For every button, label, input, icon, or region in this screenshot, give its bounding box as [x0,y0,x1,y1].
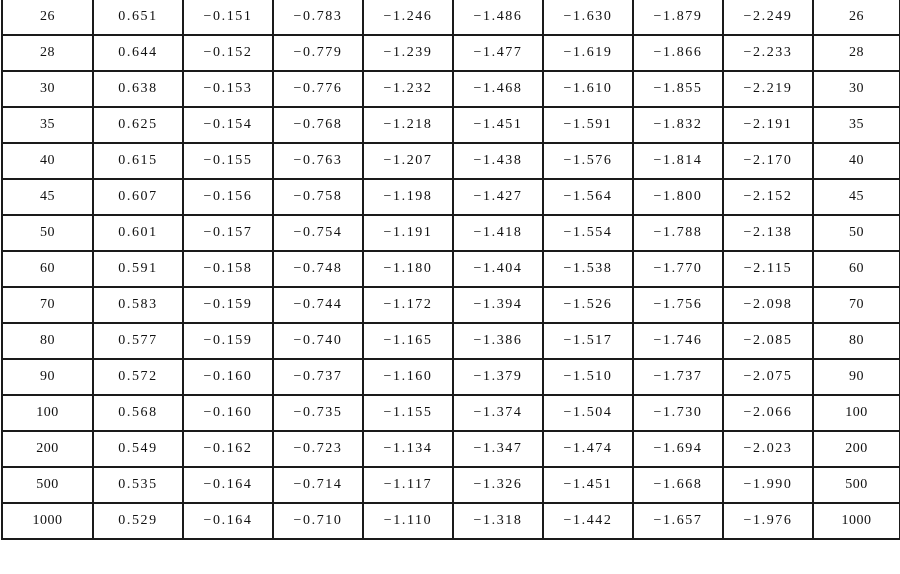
value-cell: −1.788 [633,215,723,251]
table-row [2,323,900,359]
table-row [2,35,900,71]
sample-size-cell-right: 1000 [813,503,900,539]
value-cell: −0.154 [183,107,273,143]
sample-size-cell-right: 60 [813,251,900,287]
value-cell: 0.583 [93,287,183,323]
value-cell: 0.572 [93,359,183,395]
value-cell: −1.246 [363,0,453,35]
value-cell: −2.152 [723,179,813,215]
sample-size-cell-right: 80 [813,323,900,359]
table-row [2,251,900,287]
value-cell: −1.855 [633,71,723,107]
value-cell: −1.379 [453,359,543,395]
value-cell: −0.744 [273,287,363,323]
value-cell: −1.165 [363,323,453,359]
value-cell: −2.023 [723,431,813,467]
value-cell: −0.155 [183,143,273,179]
table-row [2,179,900,215]
value-cell: −2.249 [723,0,813,35]
sample-size-cell-right: 100 [813,395,900,431]
sample-size-cell: 60 [2,251,93,287]
value-cell: −0.164 [183,503,273,539]
value-cell: −1.172 [363,287,453,323]
value-cell: −2.066 [723,395,813,431]
sample-size-cell: 500 [2,467,93,503]
value-cell: −2.138 [723,215,813,251]
sample-size-cell: 40 [2,143,93,179]
value-cell: −1.110 [363,503,453,539]
value-cell: −0.153 [183,71,273,107]
value-cell: −2.115 [723,251,813,287]
value-cell: −0.748 [273,251,363,287]
value-cell: −1.232 [363,71,453,107]
value-cell: −1.746 [633,323,723,359]
value-cell: −1.117 [363,467,453,503]
value-cell: −0.735 [273,395,363,431]
value-cell: −1.866 [633,35,723,71]
value-cell: −1.564 [543,179,633,215]
value-cell: 0.577 [93,323,183,359]
value-cell: 0.644 [93,35,183,71]
value-cell: −1.160 [363,359,453,395]
value-cell: 0.615 [93,143,183,179]
value-cell: −0.754 [273,215,363,251]
value-cell: −1.326 [453,467,543,503]
value-cell: −1.538 [543,251,633,287]
table-row [2,0,900,35]
value-cell: −1.668 [633,467,723,503]
value-cell: −1.404 [453,251,543,287]
value-cell: 0.549 [93,431,183,467]
value-cell: −1.180 [363,251,453,287]
table-row [2,359,900,395]
value-cell: −1.619 [543,35,633,71]
sample-size-cell-right: 28 [813,35,900,71]
table-row [2,215,900,251]
value-cell: −1.198 [363,179,453,215]
value-cell: −1.630 [543,0,633,35]
value-cell: −1.318 [453,503,543,539]
sample-size-cell: 200 [2,431,93,467]
value-cell: 0.607 [93,179,183,215]
value-cell: −0.714 [273,467,363,503]
sample-size-cell: 100 [2,395,93,431]
value-cell: −1.800 [633,179,723,215]
value-cell: −2.219 [723,71,813,107]
value-cell: −0.164 [183,467,273,503]
value-cell: −1.770 [633,251,723,287]
value-cell: −1.591 [543,107,633,143]
sample-size-cell-right: 70 [813,287,900,323]
sample-size-cell-right: 90 [813,359,900,395]
sample-size-cell-right: 35 [813,107,900,143]
value-cell: −2.170 [723,143,813,179]
table-row [2,467,900,503]
table-row [2,71,900,107]
sample-size-cell: 45 [2,179,93,215]
value-cell: −1.347 [453,431,543,467]
value-cell: −1.394 [453,287,543,323]
value-cell: −0.159 [183,287,273,323]
table-row [2,503,900,539]
table-row [2,431,900,467]
statistical-table [1,0,900,540]
value-cell: −1.477 [453,35,543,71]
value-cell: −1.386 [453,323,543,359]
sample-size-cell: 50 [2,215,93,251]
value-cell: 0.535 [93,467,183,503]
sample-size-cell-right: 26 [813,0,900,35]
value-cell: −0.152 [183,35,273,71]
value-cell: −1.694 [633,431,723,467]
value-cell: −1.474 [543,431,633,467]
value-cell: −0.783 [273,0,363,35]
value-cell: −1.517 [543,323,633,359]
value-cell: −0.710 [273,503,363,539]
value-cell: −2.075 [723,359,813,395]
value-cell: −0.758 [273,179,363,215]
value-cell: −1.554 [543,215,633,251]
value-cell: −1.239 [363,35,453,71]
value-cell: −2.233 [723,35,813,71]
value-cell: −0.779 [273,35,363,71]
value-cell: 0.638 [93,71,183,107]
value-cell: −1.468 [453,71,543,107]
value-cell: −1.451 [453,107,543,143]
value-cell: −1.510 [543,359,633,395]
value-cell: −1.134 [363,431,453,467]
sample-size-cell: 35 [2,107,93,143]
value-cell: −1.990 [723,467,813,503]
sample-size-cell-right: 50 [813,215,900,251]
value-cell: −1.737 [633,359,723,395]
value-cell: −0.160 [183,395,273,431]
value-cell: −1.756 [633,287,723,323]
sample-size-cell-right: 200 [813,431,900,467]
value-cell: −1.191 [363,215,453,251]
value-cell: −0.740 [273,323,363,359]
value-cell: −1.207 [363,143,453,179]
value-cell: −2.085 [723,323,813,359]
value-cell: −1.218 [363,107,453,143]
value-cell: −1.576 [543,143,633,179]
value-cell: −1.451 [543,467,633,503]
value-cell: −0.737 [273,359,363,395]
sample-size-cell-right: 40 [813,143,900,179]
value-cell: 0.591 [93,251,183,287]
value-cell: −1.374 [453,395,543,431]
value-cell: −0.151 [183,0,273,35]
value-cell: −1.976 [723,503,813,539]
value-cell: −1.155 [363,395,453,431]
table-row [2,107,900,143]
value-cell: −2.098 [723,287,813,323]
value-cell: −0.157 [183,215,273,251]
value-cell: −0.160 [183,359,273,395]
sample-size-cell: 70 [2,287,93,323]
value-cell: −1.418 [453,215,543,251]
table-row [2,395,900,431]
value-cell: −0.776 [273,71,363,107]
value-cell: 0.625 [93,107,183,143]
value-cell: −1.438 [453,143,543,179]
value-cell: −0.158 [183,251,273,287]
value-cell: −1.504 [543,395,633,431]
sample-size-cell: 90 [2,359,93,395]
value-cell: −1.610 [543,71,633,107]
value-cell: −1.879 [633,0,723,35]
value-cell: −0.763 [273,143,363,179]
sample-size-cell: 1000 [2,503,93,539]
sample-size-cell: 26 [2,0,93,35]
value-cell: −0.156 [183,179,273,215]
table-body [2,0,900,539]
table-row [2,143,900,179]
value-cell: 0.651 [93,0,183,35]
sample-size-cell: 28 [2,35,93,71]
value-cell: −0.768 [273,107,363,143]
value-cell: −1.730 [633,395,723,431]
value-cell: −1.657 [633,503,723,539]
value-cell: −1.526 [543,287,633,323]
value-cell: −0.159 [183,323,273,359]
value-cell: −1.486 [453,0,543,35]
sample-size-cell-right: 30 [813,71,900,107]
sample-size-cell-right: 45 [813,179,900,215]
value-cell: −1.442 [543,503,633,539]
value-cell: 0.529 [93,503,183,539]
sample-size-cell: 80 [2,323,93,359]
value-cell: −0.162 [183,431,273,467]
table-row [2,287,900,323]
sample-size-cell-right: 500 [813,467,900,503]
value-cell: −0.723 [273,431,363,467]
sample-size-cell: 30 [2,71,93,107]
value-cell: −1.832 [633,107,723,143]
value-cell: −1.814 [633,143,723,179]
value-cell: 0.568 [93,395,183,431]
value-cell: −1.427 [453,179,543,215]
value-cell: 0.601 [93,215,183,251]
value-cell: −2.191 [723,107,813,143]
